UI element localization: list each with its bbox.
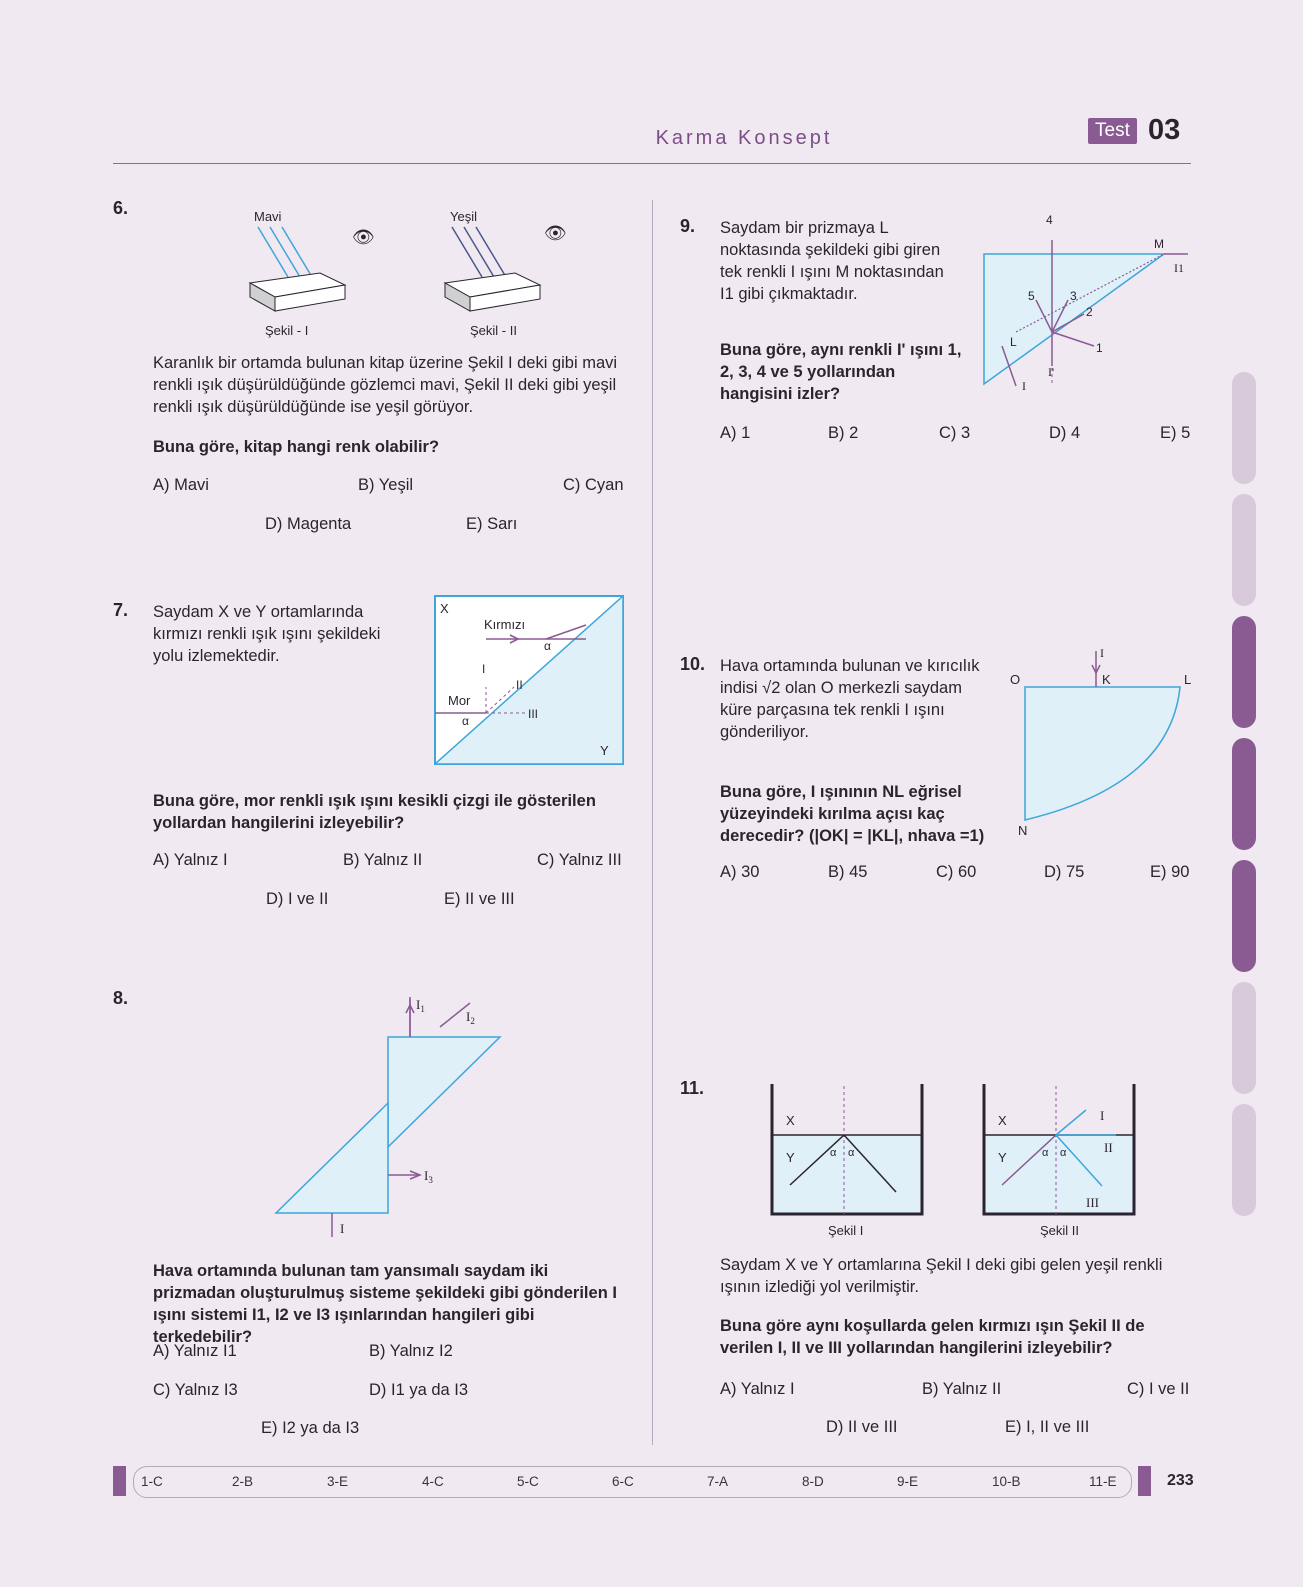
answer-key-item: 5-C <box>517 1474 539 1489</box>
q9-number: 9. <box>680 216 696 236</box>
blue-light-rays <box>258 227 312 277</box>
q6-question: Buna göre, kitap hangi renk olabilir? <box>153 438 440 456</box>
q11-option-d[interactable]: D) II ve III <box>826 1418 898 1436</box>
q6-option-b[interactable]: B) Yeşil <box>358 476 414 494</box>
q6-number: 6. <box>113 198 129 218</box>
side-tab-3[interactable] <box>1232 616 1256 728</box>
footer-bar-left <box>113 1466 126 1496</box>
test-number: 03 <box>1148 114 1181 146</box>
side-tab-1[interactable] <box>1232 372 1256 484</box>
q8-question: Hava ortamında bulunan tam yansımalı saydam iki prizmadan oluşturulmuş sisteme şekildeki gibi gönderilen I ışını sistemi I1, I2 ve I3 ışınlarından hangileri gibi terkedebilir? <box>153 1262 617 1346</box>
q11-s2-x: X <box>998 1113 1007 1128</box>
q11-caption-1: Şekil I <box>828 1223 864 1238</box>
book-icon-2 <box>445 273 540 311</box>
q8-option-b[interactable]: B) Yalnız I2 <box>369 1342 453 1360</box>
container-2 <box>984 1084 1134 1214</box>
q11-label-I: I <box>1100 1108 1105 1123</box>
side-tab-2[interactable] <box>1232 494 1256 606</box>
container-1 <box>772 1084 922 1214</box>
q7-option-d[interactable]: D) I ve II <box>266 890 329 908</box>
q11-s2-alpha1: α <box>1042 1147 1049 1159</box>
q9-text: Saydam bir prizmaya L noktasında şekildeki gibi giren tek renkli I ışını M noktasından I1 gibi çıkmaktadır. <box>720 219 944 303</box>
eye-icon-1: 👁 <box>352 227 375 247</box>
side-tab-5[interactable] <box>1232 860 1256 972</box>
q7-option-e[interactable]: E) II ve III <box>444 890 515 908</box>
side-tab-7[interactable] <box>1232 1104 1256 1216</box>
q9-label-2: 2 <box>1086 305 1093 319</box>
q8-label-I3: $I_3$ <box>424 1168 433 1185</box>
path-1 <box>1052 332 1094 346</box>
q9-question: Buna göre, aynı renkli I' ışını 1, 2, 3, 4 ve 5 yollarından hangisini izler? <box>720 341 962 403</box>
q6-text: Karanlık bir ortamda bulunan kitap üzerine Şekil I deki gibi mavi renkli ışık düşürüldüğünde gözlemci mavi, Şekil II deki gibi yeşil renkli ışık düşürüldüğünde ise yeşil görüyor. <box>153 354 618 416</box>
q7-figure <box>434 595 626 767</box>
answer-key-item: 11-E <box>1089 1474 1117 1489</box>
side-tab-6[interactable] <box>1232 982 1256 1094</box>
answer-key-item: 8-D <box>802 1474 824 1489</box>
answer-key-item: 3-E <box>327 1474 349 1489</box>
q9-label-I: I <box>1022 379 1026 393</box>
q7-label-violet: Mor <box>448 693 471 708</box>
q10-label-K: K <box>1102 672 1111 687</box>
q9-option-c[interactable]: C) 3 <box>939 424 971 442</box>
q8-option-a[interactable]: A) Yalnız I1 <box>153 1342 237 1360</box>
footer-bar-right <box>1138 1466 1151 1496</box>
q7-alpha-1: α <box>544 639 551 653</box>
q9-label-5: 5 <box>1028 289 1035 303</box>
q9-option-a[interactable]: A) 1 <box>720 424 751 442</box>
q11-text: Saydam X ve Y ortamlarına Şekil I deki gibi gelen yeşil renkli ışının izlediği yol verilmiştir. <box>720 1256 1163 1296</box>
q10-figure <box>1010 645 1200 840</box>
q8-label-I: I <box>340 1221 345 1236</box>
q8-option-d[interactable]: D) I1 ya da I3 <box>369 1381 469 1399</box>
prism-upper <box>388 1037 500 1147</box>
q11-option-b[interactable]: B) Yalnız II <box>922 1380 1002 1398</box>
q10-label-N: N <box>1018 823 1028 838</box>
q10-number: 10. <box>680 654 706 674</box>
q6-caption-1: Şekil - I <box>265 323 309 338</box>
answer-key-item: 2-B <box>232 1474 254 1489</box>
q6-label-green: Yeşil <box>450 209 477 224</box>
q7-option-a[interactable]: A) Yalnız I <box>153 851 228 869</box>
q7-path-label-2: II <box>516 678 523 692</box>
q11-s1-alpha2: α <box>848 1147 855 1159</box>
q8-number: 8. <box>113 988 129 1008</box>
path-I <box>1056 1110 1086 1135</box>
q6-option-c[interactable]: C) Cyan <box>563 476 624 494</box>
q7-path-label-1: I <box>482 662 486 676</box>
q10-option-b[interactable]: B) 45 <box>828 863 868 881</box>
q11-caption-2: Şekil II <box>1040 1223 1080 1238</box>
q9-label-1: 1 <box>1096 341 1103 355</box>
q9-label-I1: I1 <box>1174 261 1184 275</box>
answer-key-item: 6-C <box>612 1474 634 1489</box>
q8-option-e[interactable]: E) I2 ya da I3 <box>261 1419 360 1437</box>
q11-label-II: II <box>1104 1140 1113 1155</box>
q10-option-e[interactable]: E) 90 <box>1150 863 1190 881</box>
q11-s2-y: Y <box>998 1150 1007 1165</box>
q9-figure <box>980 208 1195 398</box>
answer-key-item: 7-A <box>707 1474 729 1489</box>
q7-label-x: X <box>440 601 449 616</box>
q7-path-label-3: III <box>528 707 539 721</box>
q11-s1-y: Y <box>786 1150 795 1165</box>
q11-option-a[interactable]: A) Yalnız I <box>720 1380 795 1398</box>
q7-alpha-2: α <box>462 714 469 728</box>
column-divider <box>652 200 653 1445</box>
q6-option-a[interactable]: A) Mavi <box>153 476 209 494</box>
answer-key-item: 10-B <box>992 1474 1021 1489</box>
q9-label-4: 4 <box>1046 213 1053 227</box>
q8-figure <box>270 995 510 1245</box>
eye-icon-2: 👁 <box>544 223 567 243</box>
q10-label-I: I <box>1100 646 1104 660</box>
q9-label-L: L <box>1010 335 1017 349</box>
side-tab-4[interactable] <box>1232 738 1256 850</box>
q10-option-d[interactable]: D) 75 <box>1044 863 1085 881</box>
q9-option-b[interactable]: B) 2 <box>828 424 859 442</box>
q7-option-c[interactable]: C) Yalnız III <box>537 851 622 869</box>
header-rule <box>113 163 1191 164</box>
q6-option-d[interactable]: D) Magenta <box>265 515 352 533</box>
q7-number: 7. <box>113 600 129 620</box>
q6-option-e[interactable]: E) Sarı <box>466 515 518 533</box>
q7-text: Saydam X ve Y ortamlarında kırmızı renkli ışık ışını şekildeki yolu izlemektedir. <box>153 603 381 665</box>
q7-question: Buna göre, mor renkli ışık ışını kesikli çizgi ile gösterilen yollardan hangilerini izleyebilir? <box>153 792 596 832</box>
sphere-segment <box>1025 687 1180 820</box>
q10-question: Buna göre, I ışınının NL eğrisel yüzeyindeki kırılma açısı kaç derecedir? (|OK| = |KL|, nhava =1) <box>720 783 985 845</box>
q11-option-e[interactable]: E) I, II ve III <box>1005 1418 1090 1436</box>
q9-option-e[interactable]: E) 5 <box>1160 424 1191 442</box>
q10-label-O: O <box>1010 672 1021 687</box>
page-header-title: Karma Konsept <box>655 127 833 149</box>
q7-label-red: Kırmızı <box>484 617 526 632</box>
q8-option-c[interactable]: C) Yalnız I3 <box>153 1381 238 1399</box>
answer-key <box>133 1466 1132 1498</box>
q6-caption-2: Şekil - II <box>470 323 517 338</box>
q11-number: 11. <box>680 1078 705 1098</box>
q6-figure <box>230 205 590 345</box>
test-badge: Test <box>1088 118 1137 144</box>
q9-label-M: M <box>1154 237 1164 251</box>
q11-option-c[interactable]: C) I ve II <box>1127 1380 1190 1398</box>
q8-label-I2: $I_2$ <box>466 1009 475 1026</box>
q10-text: Hava ortamında bulunan ve kırıcılık indisi √2 olan O merkezli saydam küre parçasına tek renkli I ışını gönderiliyor. <box>720 657 980 741</box>
q9-option-d[interactable]: D) 4 <box>1049 424 1081 442</box>
q11-s2-alpha2: α <box>1060 1147 1067 1159</box>
q11-figure <box>768 1080 1143 1240</box>
q8-label-I1: $I_1$ <box>416 997 425 1014</box>
q11-question: Buna göre aynı koşullarda gelen kırmızı ışın Şekil II de verilen I, II ve III yollarından hangilerini izleyebilir? <box>720 1317 1145 1357</box>
q6-label-blue: Mavi <box>254 209 282 224</box>
book-icon-1 <box>250 273 345 311</box>
q10-label-L: L <box>1184 672 1192 687</box>
q9-label-Iprime: I' <box>1048 365 1055 379</box>
q7-label-y: Y <box>600 743 609 758</box>
answer-key-item: 1-C <box>141 1474 163 1489</box>
answer-key-item: 4-C <box>422 1474 444 1489</box>
q11-label-III: III <box>1086 1195 1099 1210</box>
q10-option-c[interactable]: C) 60 <box>936 863 977 881</box>
q7-option-b[interactable]: B) Yalnız II <box>343 851 423 869</box>
page-number: 233 <box>1167 1472 1194 1489</box>
q9-label-3: 3 <box>1070 289 1077 303</box>
answer-key-item: 9-E <box>897 1474 919 1489</box>
q11-s1-alpha1: α <box>830 1147 837 1159</box>
green-light-rays <box>452 227 506 277</box>
q11-s1-x: X <box>786 1113 795 1128</box>
prism-lower <box>276 1103 388 1213</box>
q10-option-a[interactable]: A) 30 <box>720 863 760 881</box>
